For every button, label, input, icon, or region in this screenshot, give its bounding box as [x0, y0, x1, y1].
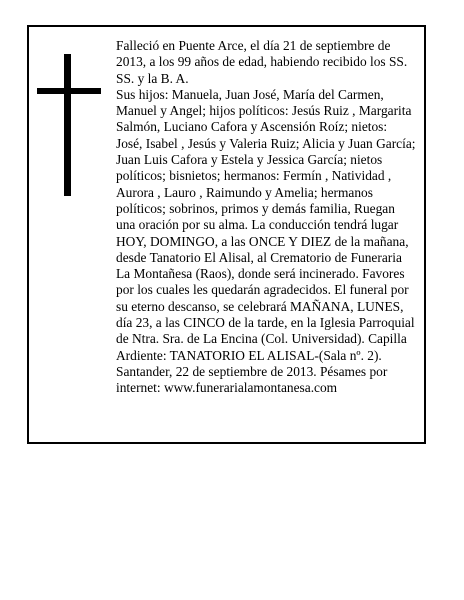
latin-cross-icon	[37, 54, 101, 196]
cross-vertical-bar	[64, 54, 71, 196]
obituary-family-and-services: Sus hijos: Manuela, Juan José, María del Carmen, Manuel y Angel; hijos políticos: Jesús Ruiz , Margarita Salmón, Luciano Cafora y Ascensión Roíz; nietos: José, Isabel , Jesús y Valeria Ruiz; Alicia y Juan García; Juan Luis Cafora y Estela y Jessica García; nietos políticos; bisnietos; hermanos: Fermín , Natividad , Aurora , Lauro , Raimundo y Amelia; hermanos políticos; sobrinos, primos y demás familia, Ruegan una oración por su alma. La conducción tendrá lugar HOY, DOMINGO, a las ONCE Y DIEZ de la mañana, desde Tanatorio El Alisal, al Crematorio de Funeraria La Montañesa (Raos), donde será incinerado. Favores por los cuales les quedarán agradecidos. El funeral por su eterno descanso, se celebrará MAÑANA, LUNES, día 23, a las CINCO de la tarde, en la Iglesia Parroquial de Ntra. Sra. de La Encina (Col. Universidad). Capilla Ardiente: TANATORIO EL ALISAL-(Sala nº. 2).	[116, 86, 416, 363]
obituary-text	[116, 38, 416, 397]
obituary-death-announcement: Falleció en Puente Arce, el día 21 de septiembre de 2013, a los 99 años de edad, habiendo recibido los SS. SS. y la B. A.	[116, 38, 408, 86]
cross-horizontal-bar	[37, 88, 101, 94]
obituary-closing: Santander, 22 de septiembre de 2013. Pésames por internet: www.funerarialamontanesa.com	[116, 363, 388, 396]
